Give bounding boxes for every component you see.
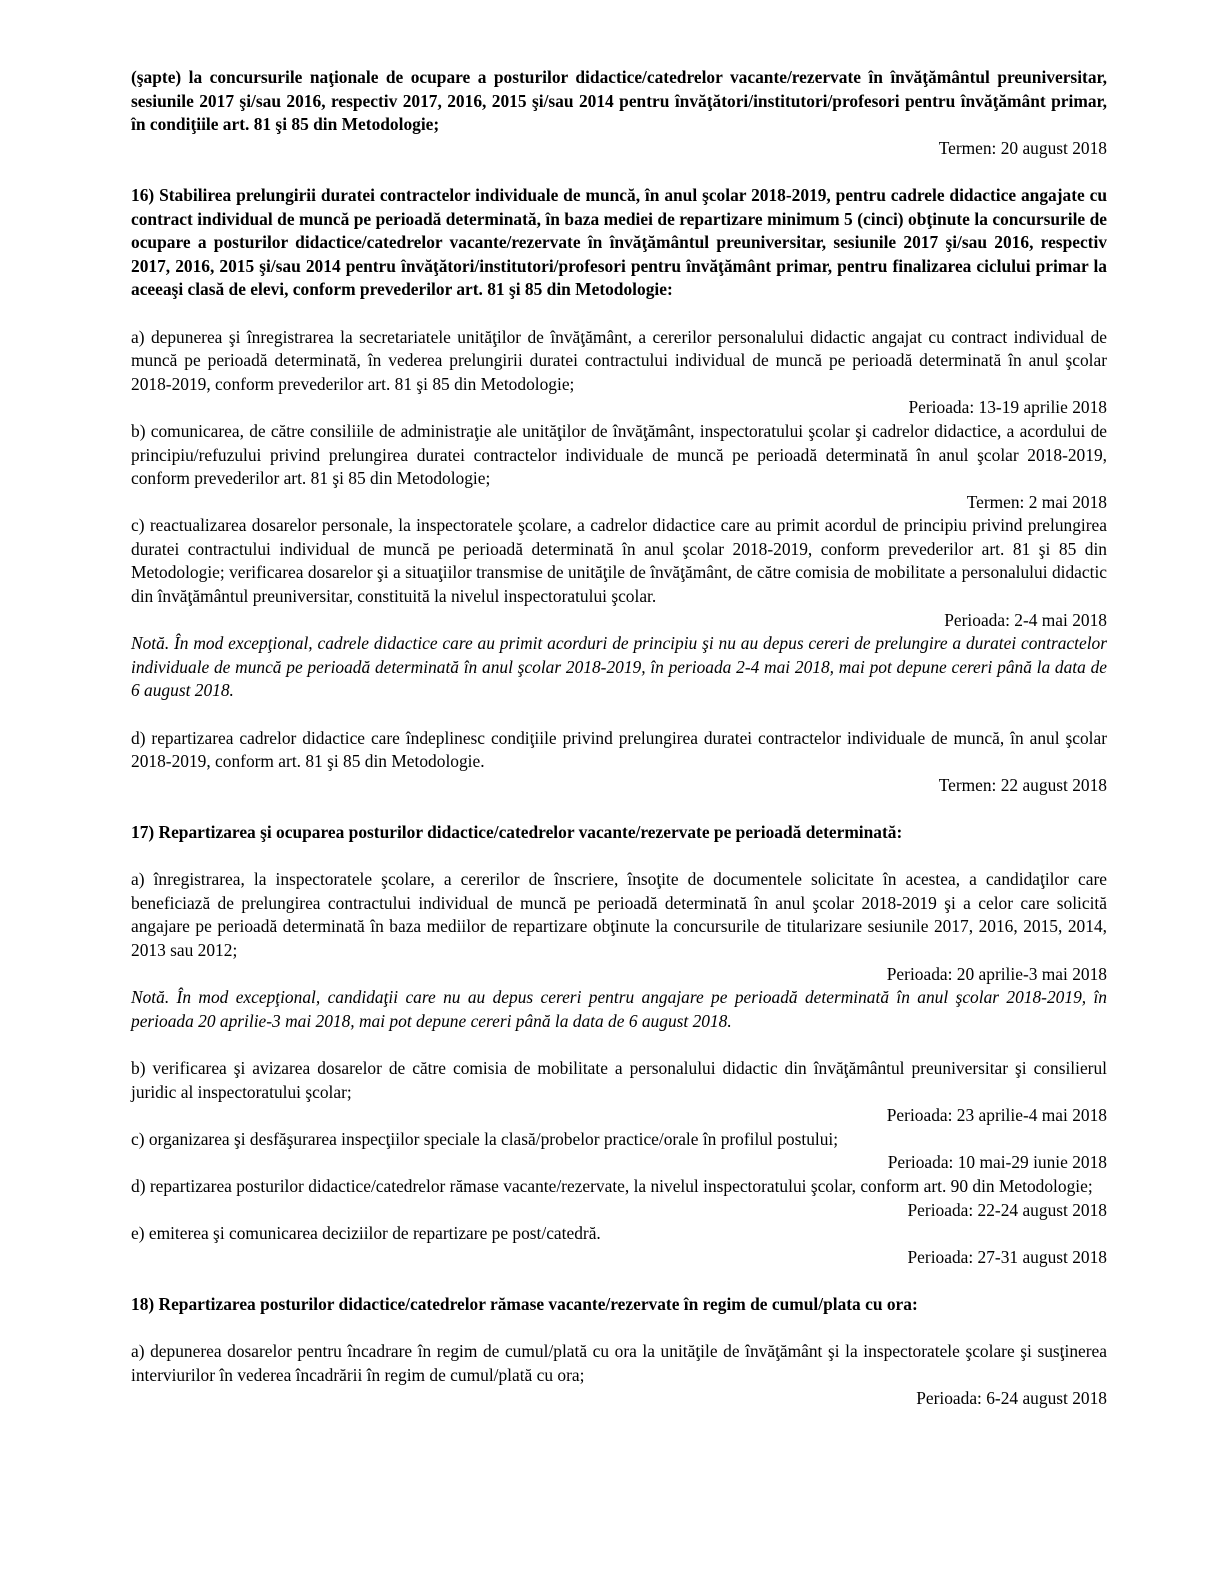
section-17-item-d-date: Perioada: 22-24 august 2018	[907, 1199, 1107, 1220]
section-17-item-b-date: Perioada: 23 aprilie-4 mai 2018	[886, 1105, 1107, 1126]
section-16-item-c: c) reactualizarea dosarelor personale, la inspectoratele şcolare, a cadrelor didactice care au primit acordul de principiu privind prelungirea duratei contractului individual de muncă pe perioadă determinată în anul şcolar 2018-2019, conform prevederilor art. 81 şi 85 din Metodologie; verificarea dosarelor şi a situaţiilor transmise de unităţile de învăţământ, de către comisia de mobilitate a personalului didactic din învăţământul preuniversitar, constituită la nivelul inspectoratului şcolar.	[131, 515, 1107, 607]
section-16-note: Notă. În mod excepţional, cadrele didactice care au primit acorduri de principiu şi nu au depus cereri de prelungire a duratei contractelor individuale de muncă pe perioadă determinată în anul şcolar 2018-2019, în perioada 2-4 mai 2018, mai pot depune cereri până la data de 6 august 2018.	[131, 633, 1107, 701]
section-17-item-c: c) organizarea şi desfăşurarea inspecţiilor speciale la clasă/probelor practice/orale în profilul postului;	[131, 1128, 839, 1149]
section-18-item-a-date: Perioada: 6-24 august 2018	[916, 1388, 1107, 1409]
section-17-item-c-date: Perioada: 10 mai-29 iunie 2018	[887, 1152, 1107, 1173]
section-16-item-c-date: Perioada: 2-4 mai 2018	[944, 609, 1107, 630]
section-17-item-e: e) emiterea şi comunicarea deciziilor de repartizare pe post/catedră.	[131, 1223, 601, 1244]
section-17-note: Notă. În mod excepţional, candidaţii care nu au depus cereri pentru angajare pe perioadă determinată în anul şcolar 2018-2019, în perioada 20 aprilie-3 mai 2018, mai pot depune cereri până la data de 6 august 2018.	[131, 987, 1107, 1031]
section-17-item-b: b) verificarea şi avizarea dosarelor de către comisia de mobilitate a personalului didactic din învăţământul preuniversitar şi consilierul juridic al inspectoratului şcolar;	[131, 1057, 1107, 1102]
section-17-item-e-date: Perioada: 27-31 august 2018	[907, 1246, 1107, 1267]
section-15-tail: (şapte) la concursurile naţionale de ocupare a posturilor didactice/catedrelor vacante/rezervate în învăţământul preuniversitar, sesiunile 2017 şi/sau 2016, respectiv 2017, 2016, 2015 şi/sau 2014 pentru învăţători/institutori/profesori pentru învăţământ primar, în condiţiile art. 81 şi 85 din Metodologie;	[131, 67, 1107, 135]
section-17-heading: 17) Repartizarea şi ocuparea posturilor didactice/catedrelor vacante/rezervate pe perioadă determinată:	[131, 822, 903, 842]
section-16-item-d: d) repartizarea cadrelor didactice care îndeplinesc condiţiile privind prelungirea duratei contractelor individuale de muncă, în anul şcolar 2018-2019, conform art. 81 şi 85 din Metodologie.	[131, 727, 1107, 772]
section-17-item-d: d) repartizarea posturilor didactice/catedrelor rămase vacante/rezervate, la nivelul inspectoratului şcolar, conform art. 90 din Metodologie;	[131, 1175, 1093, 1196]
section-16-item-b: b) comunicarea, de către consiliile de administraţie ale unităţilor de învăţământ, inspectoratului şcolar şi cadrelor didactice, a acordului de principiu/refuzului privind prelungirea duratei contractelor individuale de muncă pe perioadă determinată în anul şcolar 2018-2019, conform prevederilor art. 81 şi 85 din Metodologie;	[131, 420, 1107, 489]
section-16-item-d-date: Termen: 22 august 2018	[938, 774, 1107, 795]
section-18-item-a: a) depunerea dosarelor pentru încadrare în regim de cumul/plată cu ora la unităţile de învăţământ şi la inspectoratele şcolare şi susţinerea interviurilor în vederea încadrării în regim de cumul/plată cu ora;	[131, 1341, 1107, 1385]
section-16-item-b-date: Termen: 2 mai 2018	[966, 491, 1107, 512]
section-16-item-a: a) depunerea şi înregistrarea la secretariatele unităţilor de învăţământ, a cererilor personalului didactic angajat cu contract individual de muncă pe perioadă determinată, în vederea prelungirii duratei contractului individual de muncă pe perioadă determinată în anul şcolar 2018-2019, conform prevederilor art. 81 şi 85 din Metodologie;	[131, 326, 1107, 394]
section-16-item-a-date: Perioada: 13-19 aprilie 2018	[908, 397, 1107, 418]
section-16-heading: 16) Stabilirea prelungirii duratei contractelor individuale de muncă, în anul şcolar 2018-2019, pentru cadrele didactice angajate cu contract individual de muncă pe perioadă determinată, în baza mediei de repartizare minimum 5 (cinci) obţinute la concursurile de ocupare a posturilor didactice/catedrelor vacante/rezervate în învăţământul preuniversitar, sesiunile 2017 şi/sau 2016, respectiv 2017, 2016, 2015 şi/sau 2014 pentru învăţători/institutori/profesori pentru învăţământ primar, pentru finalizarea ciclului primar la aceeaşi clasă de elevi, conform prevederilor art. 81 şi 85 din Metodologie:	[131, 184, 1107, 300]
section-18-heading: 18) Repartizarea posturilor didactice/catedrelor rămase vacante/rezervate în regim de cumul/plata cu ora:	[131, 1293, 918, 1314]
section-17-item-a-date: Perioada: 20 aprilie-3 mai 2018	[886, 963, 1107, 984]
section-15-deadline: Termen: 20 august 2018	[938, 137, 1107, 158]
section-17-item-a: a) înregistrarea, la inspectoratele şcolare, a cererilor de înscriere, însoţite de documentele solicitate în acestea, a candidaţilor care beneficiază de prelungirea contractului individual de muncă pe perioadă determinată în anul şcolar 2018-2019 şi a celor care solicită angajare pe perioadă determinată în baza mediilor de repartizare obţinute la concursurile de titularizare sesiunile 2017, 2016, 2015, 2014, 2013 sau 2012;	[131, 869, 1107, 960]
